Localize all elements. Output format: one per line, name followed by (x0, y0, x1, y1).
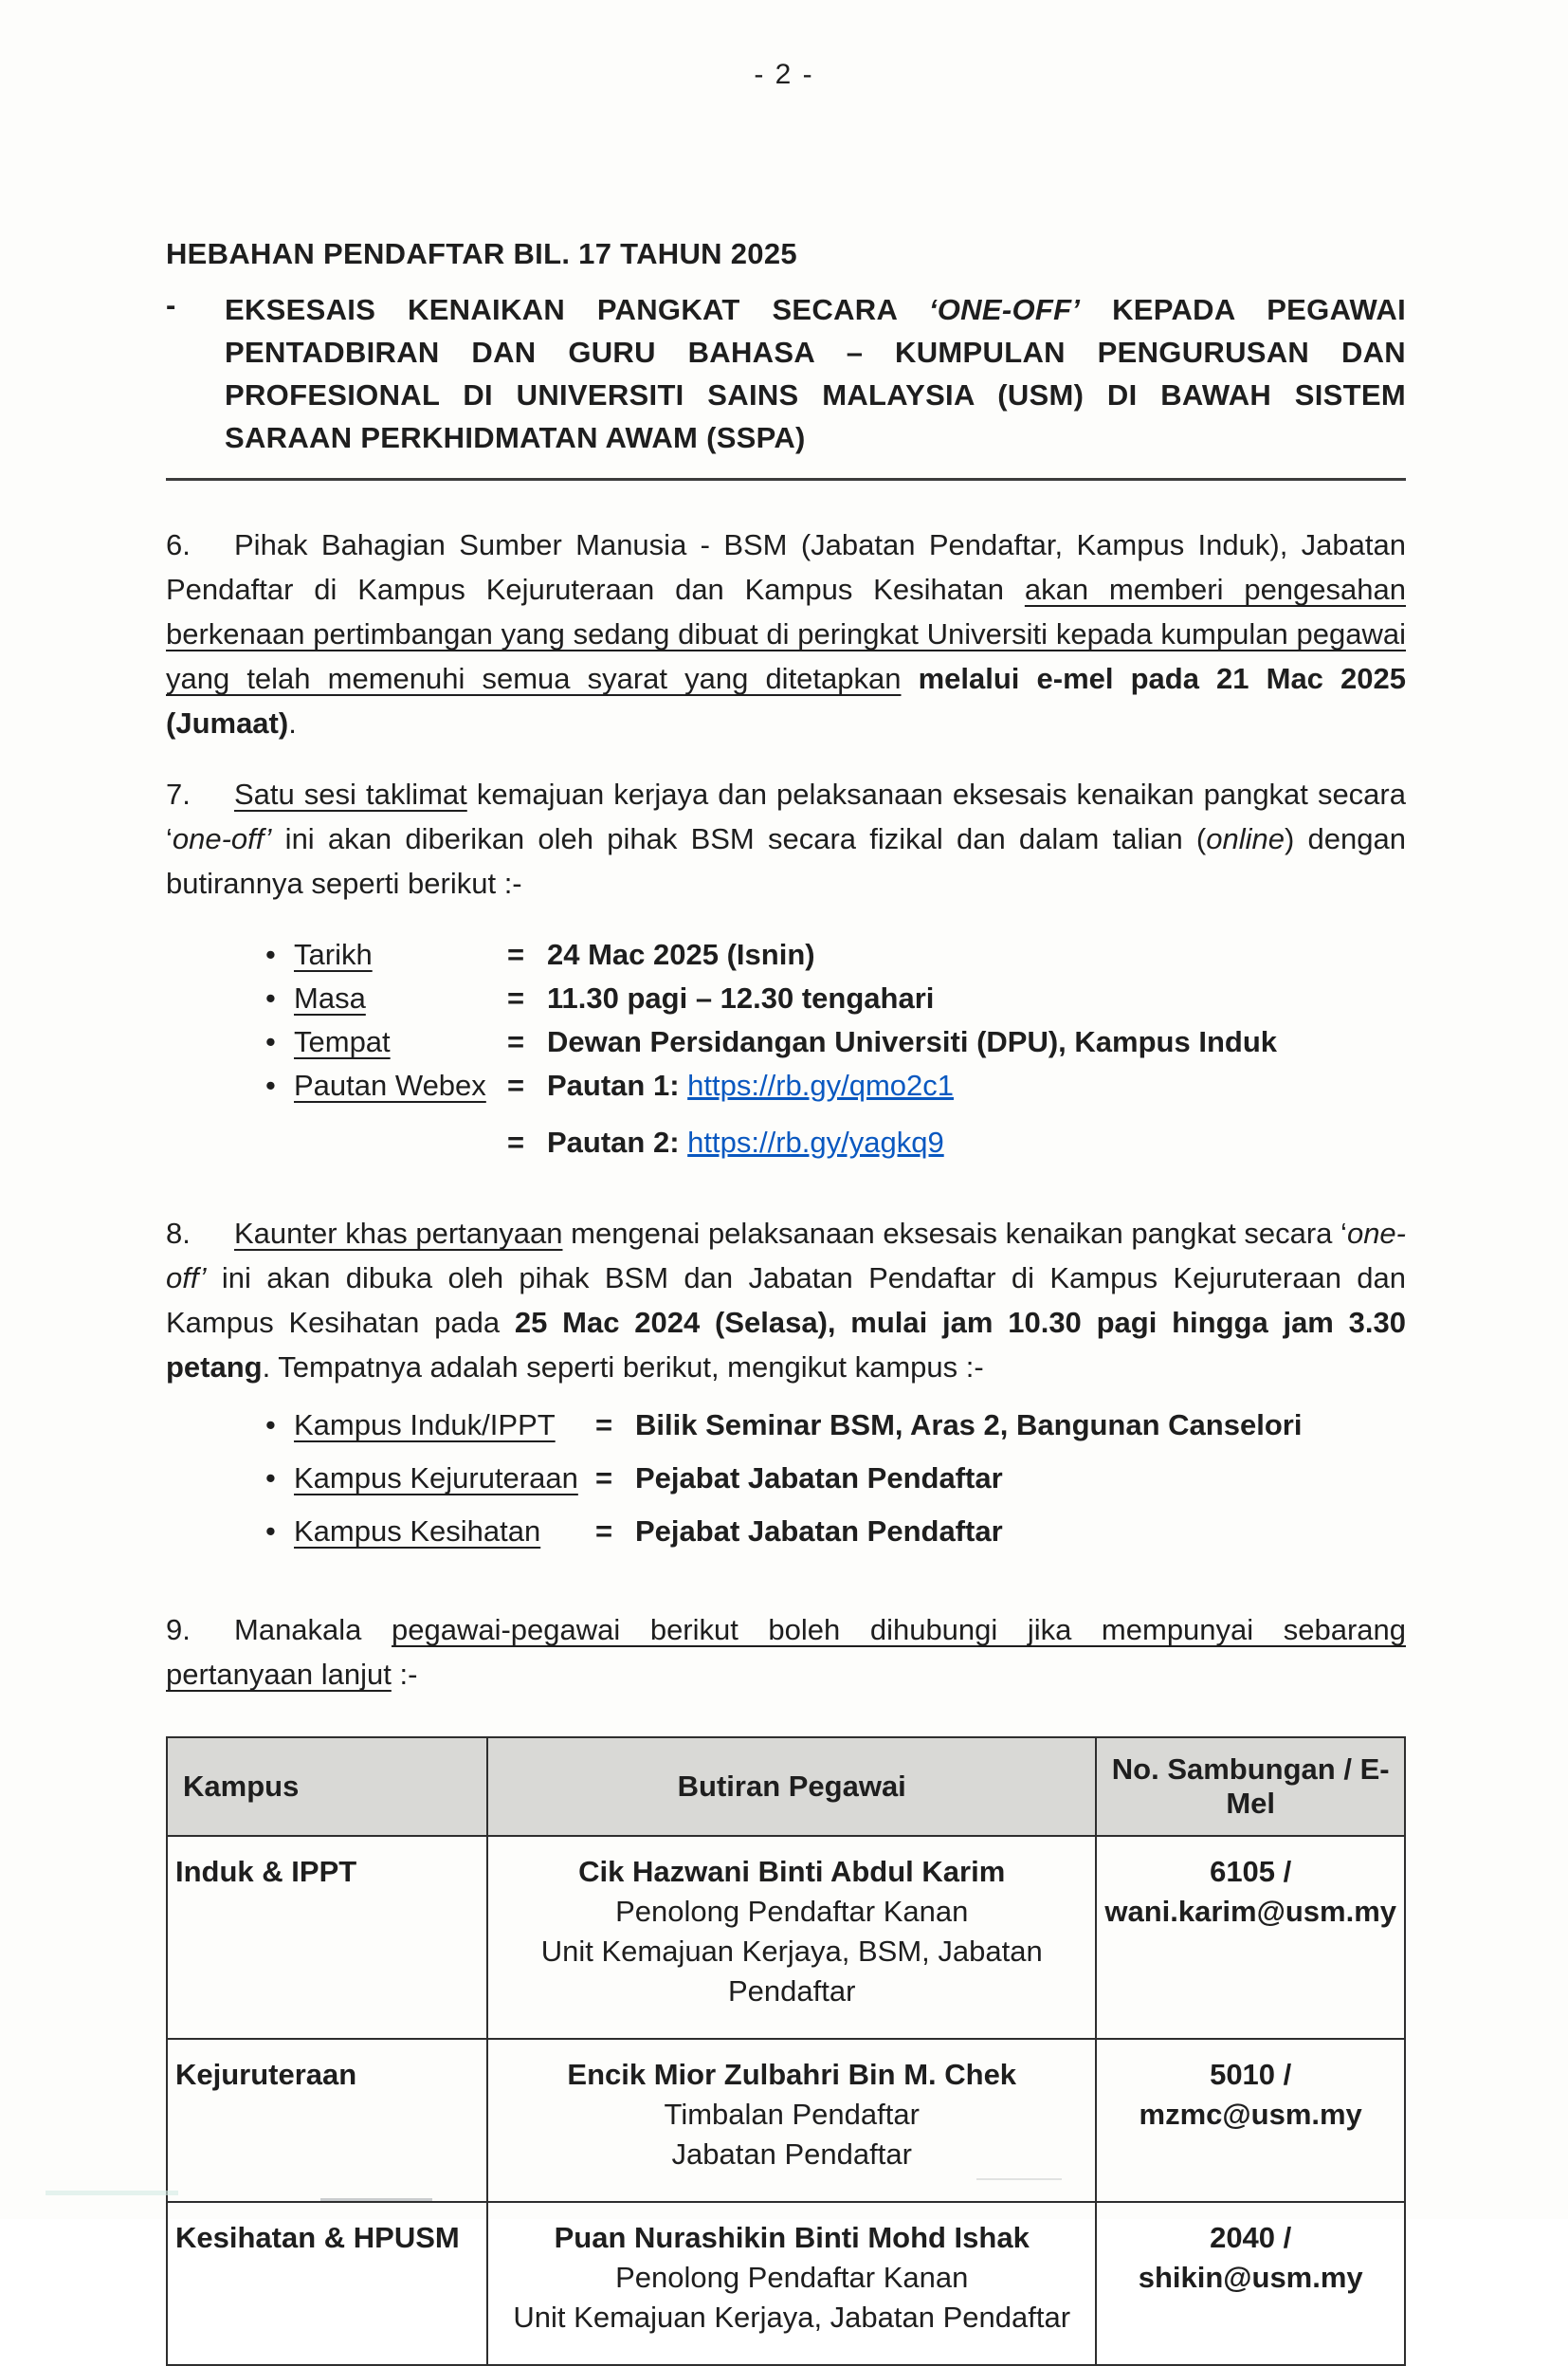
counter-locations-list (265, 1408, 1406, 1568)
campus-cell: Induk & IPPT (167, 1836, 487, 2039)
p7-seg-underlined: Satu sesi taklimat (234, 778, 467, 811)
briefing-details-list (265, 938, 1406, 1169)
p9-seg-end: :- (391, 1658, 418, 1691)
pautan-2-prefix: Pautan 2: (547, 1126, 688, 1159)
equals-sign: = (507, 1126, 525, 1159)
table-row (167, 2039, 1405, 2202)
p8-seg-bold: 25 Mac 2024 (Selasa), mulai jam 10.30 pagi hingga jam 3.30 petang (166, 1306, 1406, 1384)
officer-unit: Unit Kemajuan Kerjaya, Jabatan Pendaftar (513, 2301, 1071, 2334)
p8-seg-2: ini akan dibuka oleh pihak BSM dan Jabatan Pendaftar di Kampus Kejuruteraan dan Kampus Kesihatan pada (166, 1261, 1406, 1339)
campus-cell: Kejuruteraan (167, 2039, 487, 2202)
p7-seg-italic-1: one-off’ (172, 822, 272, 855)
paragraph-8 (166, 1211, 1406, 1389)
document-title: HEBAHAN PENDAFTAR BIL. 17 TAHUN 2025 (166, 237, 797, 270)
detail-label-pautan-webex: Pautan Webex (294, 1069, 486, 1102)
contact-table-header (167, 1737, 1405, 1836)
detail-value-pautan-1 (547, 1069, 954, 1103)
list-item (265, 1069, 1406, 1112)
p9-number: 9. (166, 1613, 191, 1646)
pautan-1-prefix: Pautan 1: (547, 1069, 688, 1102)
list-item (265, 1461, 1406, 1514)
p7-number: 7. (166, 778, 191, 811)
bullet-icon: • (265, 1461, 276, 1495)
officer-title: Timbalan Pendaftar (664, 2098, 920, 2131)
location-value-kesihatan: Pejabat Jabatan Pendaftar (635, 1514, 1003, 1548)
officer-unit: Unit Kemajuan Kerjaya, BSM, Jabatan Pendaftar (540, 1935, 1043, 2008)
subject-seg-1: EKSESAIS KENAIKAN PANGKAT SECARA (225, 293, 929, 326)
list-item (265, 1126, 1406, 1169)
subject-text (225, 288, 1406, 459)
officer-title: Penolong Pendaftar Kanan (615, 2261, 969, 2294)
table-header-row (167, 1737, 1405, 1836)
subject-block (166, 288, 1406, 459)
bullet-icon: • (265, 1514, 276, 1548)
contact-cell: 2040 / shikin@usm.my (1096, 2202, 1405, 2365)
location-label-kejuruteraan: Kampus Kejuruteraan (294, 1461, 578, 1495)
officer-cell (487, 2039, 1096, 2202)
p9-seg-1: Manakala (234, 1613, 392, 1646)
p8-seg-1: mengenai pelaksanaan eksesais kenaikan pangkat secara ‘ (562, 1217, 1347, 1250)
header-cell-no-sambungan: No. Sambungan / E-Mel (1096, 1737, 1405, 1836)
list-item (265, 938, 1406, 981)
contact-table (166, 1736, 1406, 2366)
equals-sign: = (507, 981, 525, 1015)
detail-value-masa: 11.30 pagi – 12.30 tengahari (547, 981, 935, 1015)
paragraph-9 (166, 1607, 1406, 1697)
p6-number: 6. (166, 528, 191, 561)
p7-seg-1: kemajuan kerjaya dan pelaksanaan eksesais kenaikan pangkat secara ‘ (166, 778, 1406, 855)
header-cell-butiran-pegawai: Butiran Pegawai (487, 1737, 1096, 1836)
bullet-icon: • (265, 938, 276, 971)
list-item (265, 981, 1406, 1025)
subject-seg-italic: ‘ONE-OFF’ (928, 293, 1081, 326)
list-item (265, 1025, 1406, 1069)
officer-cell (487, 2202, 1096, 2365)
paragraph-6 (166, 523, 1406, 745)
p8-seg-underlined: Kaunter khas pertanyaan (234, 1217, 563, 1250)
officer-title: Penolong Pendaftar Kanan (615, 1895, 969, 1928)
subject-dash: - (166, 288, 176, 321)
p6-seg-underlined: akan memberi pengesahan berkenaan pertimbangan yang sedang dibuat di peringkat Universiti kepada kumpulan pegawai yang telah memenuhi semua syarat yang ditetapkan (166, 573, 1406, 695)
p9-seg-underlined: pegawai-pegawai berikut boleh dihubungi jika mempunyai sebarang pertanyaan lanjut (166, 1613, 1406, 1691)
webex-link-2[interactable]: https://rb.gy/yagkq9 (687, 1126, 944, 1159)
officer-unit: Jabatan Pendaftar (671, 2137, 912, 2171)
list-item (265, 1408, 1406, 1461)
officer-name: Encik Mior Zulbahri Bin M. Chek (567, 2058, 1017, 2091)
equals-sign: = (595, 1461, 613, 1495)
p7-seg-2: ini akan diberikan oleh pihak BSM secara fizikal dan dalam talian ( (271, 822, 1207, 855)
scan-artifact-smudge (46, 2191, 178, 2195)
equals-sign: = (507, 1069, 525, 1102)
officer-cell (487, 1836, 1096, 2039)
equals-sign: = (507, 938, 525, 971)
p6-seg-1: Pihak Bahagian Sumber Manusia - BSM (Jabatan Pendaftar, Kampus Induk), Jabatan Pendaftar di Kampus Kejuruteraan dan Kampus Kesihatan (166, 528, 1406, 606)
p7-seg-italic-2: online (1206, 822, 1285, 855)
table-row (167, 1836, 1405, 2039)
officer-name: Cik Hazwani Binti Abdul Karim (578, 1855, 1006, 1888)
page-number: - 2 - (754, 59, 814, 90)
campus-cell: Kesihatan & HPUSM (167, 2202, 487, 2365)
webex-link-1[interactable]: https://rb.gy/qmo2c1 (687, 1069, 955, 1102)
table-row (167, 2202, 1405, 2365)
location-value-kejuruteraan: Pejabat Jabatan Pendaftar (635, 1461, 1003, 1495)
detail-value-pautan-2 (547, 1126, 944, 1160)
bullet-icon: • (265, 1408, 276, 1441)
equals-sign: = (507, 1025, 525, 1058)
equals-sign: = (595, 1408, 613, 1441)
detail-label-tempat: Tempat (294, 1025, 391, 1058)
list-item (265, 1514, 1406, 1568)
p6-seg-bold: melalui e-mel pada 21 Mac 2025 (Jumaat) (166, 662, 1406, 740)
subject-seg-2: KEPADA PEGAWAI PENTADBIRAN DAN GURU BAHASA – KUMPULAN PENGURUSAN DAN PROFESIONAL DI UNIVERSITI SAINS MALAYSIA (USM) DI BAWAH SISTEM SARAAN PERKHIDMATAN AWAM (SSPA) (225, 293, 1406, 454)
bullet-icon: • (265, 981, 276, 1015)
location-label-kesihatan: Kampus Kesihatan (294, 1514, 541, 1548)
officer-name: Puan Nurashikin Binti Mohd Ishak (554, 2221, 1030, 2254)
title-divider (166, 478, 1406, 481)
detail-value-tarikh: 24 Mac 2025 (Isnin) (547, 938, 815, 971)
equals-sign: = (595, 1514, 613, 1548)
detail-label-masa: Masa (294, 981, 366, 1015)
p8-seg-italic: one-off’ (166, 1217, 1406, 1294)
bullet-icon: • (265, 1069, 276, 1102)
detail-label-tarikh: Tarikh (294, 938, 373, 971)
paragraph-7 (166, 772, 1406, 906)
p8-seg-3: . Tempatnya adalah seperti berikut, mengikut kampus :- (262, 1350, 984, 1384)
contact-cell: 6105 / wani.karim@usm.my (1096, 1836, 1405, 2039)
contact-cell: 5010 / mzmc@usm.my (1096, 2039, 1405, 2202)
bullet-icon: • (265, 1025, 276, 1058)
document-content (166, 0, 1406, 2366)
p8-number: 8. (166, 1217, 191, 1250)
location-label-induk-ippt: Kampus Induk/IPPT (294, 1408, 556, 1441)
location-value-induk-ippt: Bilik Seminar BSM, Aras 2, Bangunan Canselori (635, 1408, 1303, 1441)
header-cell-kampus: Kampus (167, 1737, 487, 1836)
p7-seg-3: ) dengan butirannya seperti berikut :- (166, 822, 1406, 900)
detail-value-tempat: Dewan Persidangan Universiti (DPU), Kampus Induk (547, 1025, 1277, 1058)
p6-seg-end: . (288, 706, 297, 740)
